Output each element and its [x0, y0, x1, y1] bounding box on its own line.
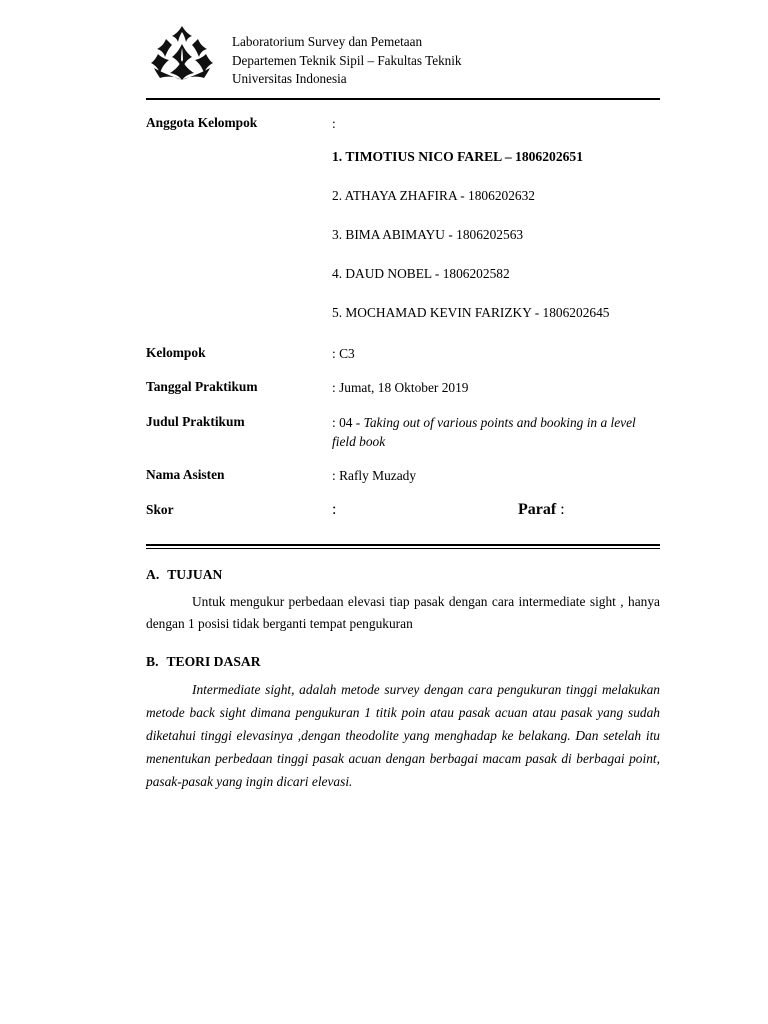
- identity-block: [146, 114, 660, 519]
- list-item: 5. MOCHAMAD KEVIN FARIZKY - 1806202645: [332, 304, 610, 320]
- row-title: [146, 413, 660, 452]
- value-title: [332, 413, 658, 452]
- section-letter: B.: [146, 654, 159, 670]
- row-score: [146, 501, 660, 519]
- row-assistant: [146, 466, 660, 485]
- row-date: [146, 378, 660, 397]
- header-line-3: Universitas Indonesia: [232, 71, 347, 87]
- section-divider: [146, 544, 660, 549]
- colon-members: :: [332, 116, 336, 132]
- list-item: 1. TIMOTIUS NICO FAREL – 1806202651: [332, 148, 584, 164]
- university-crest-icon: [146, 22, 218, 84]
- section-body: Intermediate sight, adalah metode survey dengan cara pengukuran tinggi melakukan metode back sight dimana pengukuran 1 titik poin atau pasak acuan atau pasak yang sudah diketahui tinggi elevasinya ,dengan theodolite yang menghadap ke belakang. Dan setelah itu menentukan perbedaan tinggi pasak acuan dengan berbagai macam pasak di berbagai point, pasak-pasak yang ingin dicari elevasi.: [146, 682, 660, 790]
- value-assistant: : Rafly Muzady: [332, 468, 417, 484]
- label-members: Anggota Kelompok: [146, 115, 258, 131]
- section-teori-dasar: [146, 654, 660, 793]
- row-members: [146, 114, 660, 133]
- list-item: 2. ATHAYA ZHAFIRA - 1806202632: [332, 187, 535, 203]
- header-line-1: Laboratorium Survey dan Pemetaan: [232, 34, 423, 49]
- section-tujuan: [146, 567, 660, 634]
- section-body: Untuk mengukur perbedaan elevasi tiap pasak dengan cara intermediate sight , hanya dengan 1 posisi tidak berganti tempat pengukuran: [146, 593, 660, 631]
- label-date: Tanggal Praktikum: [146, 379, 258, 395]
- section-title: TUJUAN: [167, 566, 223, 582]
- value-date: : Jumat, 18 Oktober 2019: [332, 380, 469, 396]
- list-item: 3. BIMA ABIMAYU - 1806202563: [332, 226, 524, 242]
- members-list: [146, 149, 660, 321]
- colon-score: :: [332, 500, 337, 518]
- header-line-2: Departemen Teknik Sipil – Fakultas Teknik: [232, 52, 462, 68]
- label-assistant: Nama Asisten: [146, 467, 225, 483]
- signature-field: [518, 501, 565, 519]
- label-group: Kelompok: [146, 344, 206, 360]
- header-institution-lines: [232, 22, 462, 89]
- value-group: : C3: [332, 345, 355, 361]
- section-heading: [146, 654, 660, 670]
- row-group: [146, 344, 660, 363]
- list-item: 4. DAUD NOBEL - 1806202582: [332, 265, 510, 281]
- label-signature: Paraf: [518, 500, 557, 518]
- label-score: Skor: [146, 501, 174, 517]
- section-heading: [146, 567, 660, 583]
- section-title: TEORI DASAR: [166, 654, 261, 670]
- title-prefix: : 04 -: [332, 414, 364, 430]
- title-text: Taking out of various points and booking in a level field book: [332, 414, 636, 449]
- label-title: Judul Praktikum: [146, 413, 245, 429]
- header-divider: [146, 98, 660, 100]
- document-header: [146, 22, 660, 95]
- section-letter: A.: [146, 566, 160, 582]
- colon-signature: :: [560, 500, 565, 518]
